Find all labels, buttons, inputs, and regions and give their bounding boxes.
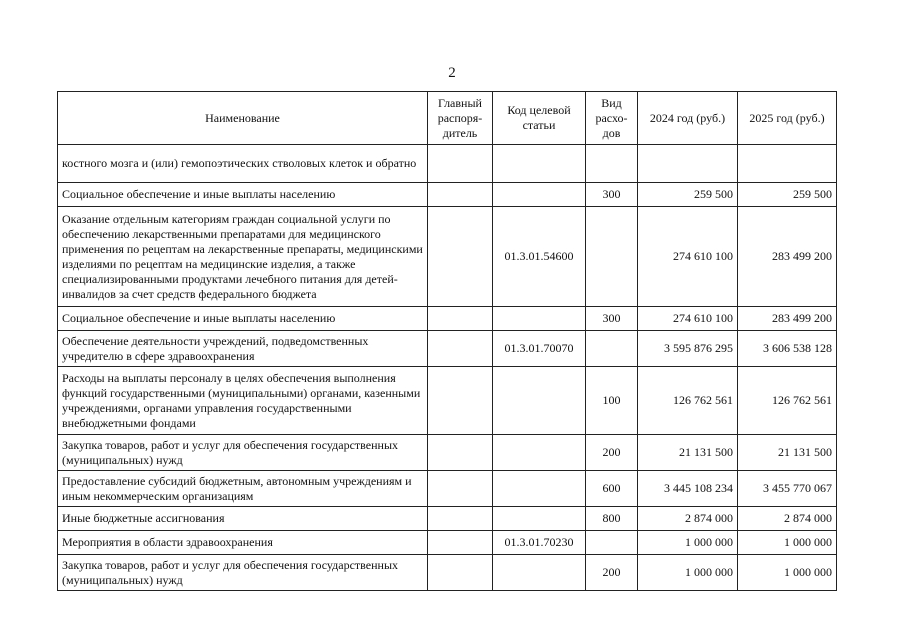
cell-name: Социальное обеспечение и иные выплаты населению [58, 183, 428, 207]
header-type: Вид расхо-дов [586, 92, 638, 145]
cell-type: 800 [586, 507, 638, 531]
cell-2024: 259 500 [638, 183, 738, 207]
cell-type [586, 331, 638, 367]
cell-code [493, 145, 586, 183]
table-row [58, 435, 837, 471]
cell-2024: 1 000 000 [638, 555, 738, 591]
header-manager: Главный распоря-дитель [428, 92, 493, 145]
table-header-row [58, 92, 837, 145]
cell-2025: 126 762 561 [738, 367, 837, 435]
table-row [58, 471, 837, 507]
cell-name: Закупка товаров, работ и услуг для обеспечения государственных (муниципальных) нужд [58, 555, 428, 591]
cell-type: 600 [586, 471, 638, 507]
cell-manager [428, 435, 493, 471]
cell-name: Расходы на выплаты персоналу в целях обеспечения выполнения функций государственными (муниципальными) органами, казенными учреждениями, органами управления государственными внебюджетными фондами [58, 367, 428, 435]
cell-manager [428, 207, 493, 307]
cell-name: Оказание отдельным категориям граждан социальной услуги по обеспечению лекарственными препаратами для медицинского применения по рецептам на лекарственные препараты, медицинскими изделиями по рецептам на медицинские изделия, а также специализированными продуктами лечебного питания для детей-инвалидов за счет средств федерального бюджета [58, 207, 428, 307]
cell-name: костного мозга и (или) гемопоэтических стволовых клеток и обратно [58, 145, 428, 183]
cell-2025: 21 131 500 [738, 435, 837, 471]
cell-type: 200 [586, 555, 638, 591]
cell-name: Социальное обеспечение и иные выплаты населению [58, 307, 428, 331]
table-row [58, 145, 837, 183]
cell-2024: 3 595 876 295 [638, 331, 738, 367]
cell-manager [428, 183, 493, 207]
cell-manager [428, 331, 493, 367]
table-row [58, 207, 837, 307]
cell-type: 200 [586, 435, 638, 471]
table-row [58, 531, 837, 555]
cell-2025: 2 874 000 [738, 507, 837, 531]
cell-code [493, 435, 586, 471]
cell-type: 300 [586, 307, 638, 331]
cell-name: Мероприятия в области здравоохранения [58, 531, 428, 555]
cell-name: Иные бюджетные ассигнования [58, 507, 428, 531]
table-row [58, 331, 837, 367]
cell-code [493, 307, 586, 331]
cell-type [586, 207, 638, 307]
cell-type [586, 145, 638, 183]
cell-2024: 274 610 100 [638, 307, 738, 331]
cell-2024: 2 874 000 [638, 507, 738, 531]
table-row [58, 507, 837, 531]
cell-2024 [638, 145, 738, 183]
cell-manager [428, 145, 493, 183]
page-number: 2 [448, 65, 456, 81]
cell-manager [428, 307, 493, 331]
cell-type [586, 531, 638, 555]
table-row [58, 555, 837, 591]
header-code: Код целевой статьи [493, 92, 586, 145]
cell-code [493, 507, 586, 531]
cell-manager [428, 367, 493, 435]
header-name: Наименование [58, 92, 428, 145]
cell-code [493, 183, 586, 207]
cell-2025: 3 606 538 128 [738, 331, 837, 367]
cell-manager [428, 531, 493, 555]
cell-2025: 1 000 000 [738, 555, 837, 591]
cell-code: 01.3.01.54600 [493, 207, 586, 307]
cell-2024: 126 762 561 [638, 367, 738, 435]
table-row [58, 307, 837, 331]
cell-2025: 259 500 [738, 183, 837, 207]
cell-name: Предоставление субсидий бюджетным, автономным учреждениям и иным некоммерческим организациям [58, 471, 428, 507]
cell-2025: 283 499 200 [738, 307, 837, 331]
cell-2025: 283 499 200 [738, 207, 837, 307]
header-2024: 2024 год (руб.) [638, 92, 738, 145]
cell-manager [428, 471, 493, 507]
header-2025: 2025 год (руб.) [738, 92, 837, 145]
table-row [58, 183, 837, 207]
cell-code [493, 471, 586, 507]
cell-type: 100 [586, 367, 638, 435]
cell-2025: 1 000 000 [738, 531, 837, 555]
cell-2025 [738, 145, 837, 183]
cell-2024: 1 000 000 [638, 531, 738, 555]
cell-manager [428, 507, 493, 531]
table-row [58, 367, 837, 435]
cell-type: 300 [586, 183, 638, 207]
budget-table [57, 91, 837, 591]
cell-2024: 274 610 100 [638, 207, 738, 307]
cell-2024: 21 131 500 [638, 435, 738, 471]
cell-name: Обеспечение деятельности учреждений, подведомственных учредителю в сфере здравоохранения [58, 331, 428, 367]
cell-code [493, 555, 586, 591]
cell-code: 01.3.01.70230 [493, 531, 586, 555]
cell-2025: 3 455 770 067 [738, 471, 837, 507]
cell-name: Закупка товаров, работ и услуг для обеспечения государственных (муниципальных) нужд [58, 435, 428, 471]
cell-code [493, 367, 586, 435]
cell-2024: 3 445 108 234 [638, 471, 738, 507]
cell-code: 01.3.01.70070 [493, 331, 586, 367]
cell-manager [428, 555, 493, 591]
